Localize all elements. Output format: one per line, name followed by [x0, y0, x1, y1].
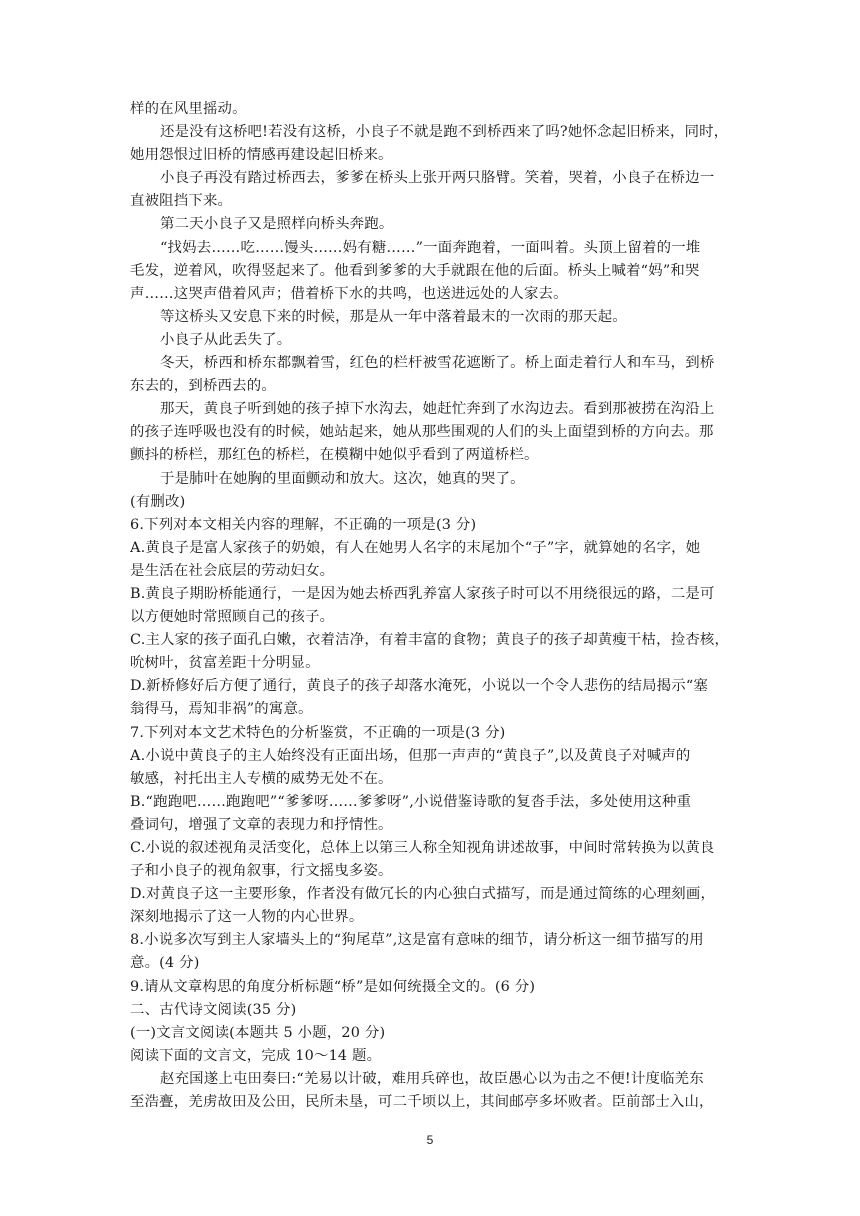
text-line: 赵充国遂上屯田奏曰:“羌易以计破，难用兵碎也，故臣愚心以为击之不便!计度临羌东: [160, 1070, 704, 1087]
page-number: 5: [426, 1133, 434, 1147]
text-line: B.“跑跑吧……跑跑吧”“爹爹呀……爹爹呀”,小说借鉴诗歌的复沓手法，多处使用这种重: [130, 793, 692, 810]
text-line: 以方便她时常照顾自己的孩子。: [130, 609, 335, 626]
document-page: [130, 98, 732, 1114]
text-line: D.新桥修好后方便了通行，黄良子的孩子却落水淹死，小说以一个令人悲伤的结局揭示“塞: [130, 678, 709, 695]
text-line: 子和小良子的视角叙事，行文摇曳多姿。: [130, 863, 393, 880]
text-line: 7.下列对本文艺术特色的分析鉴赏，不正确的一项是(3 分): [130, 724, 506, 741]
text-line: 毛发，逆着风，吹得竖起来了。他看到爹爹的大手就跟在他的后面。桥头上喊着“妈”和哭: [130, 262, 700, 279]
text-line: 是生活在社会底层的劳动妇女。: [130, 562, 335, 579]
text-line: B.黄良子期盼桥能通行，一是因为她去桥西乳养富人家孩子时可以不用绕很远的路，二是可: [130, 585, 715, 602]
text-line: 等这桥头又安息下来的时候，那是从一年中落着最末的一次雨的那天起。: [160, 308, 627, 325]
text-line: 吮树叶，贫富差距十分明显。: [130, 655, 320, 672]
text-line: 小良子从此丢失了。: [160, 331, 292, 348]
text-line: 翁得马，焉知非祸”的寓意。: [130, 701, 313, 718]
text-line: A.小说中黄良子的主人始终没有正面出场，但那一声声的“黄良子”,以及黄良子对喊声的: [130, 747, 691, 764]
text-line: 她用怨恨过旧桥的情感再建设起旧桥来。: [130, 147, 393, 164]
text-line: 6.下列对本文相关内容的理解，不正确的一项是(3 分): [130, 516, 477, 533]
text-line: 至浩亹，羌虏故田及公田，民所未垦，可二千顷以上，其间邮亭多坏败者。臣前部士入山，: [130, 1094, 714, 1111]
text-line: C.小说的叙述视角灵活变化，总体上以第三人称全知视角讲述故事，中间时常转换为以黄良: [130, 840, 715, 856]
text-line: 的孩子连呼吸也没有的时候，她站起来，她从那些围观的人们的头上面望到桥的方向去。那: [130, 424, 714, 441]
text-line: 叠词句，增强了文章的表现力和抒情性。: [130, 816, 393, 833]
text-line: 声……这哭声借着风声；借着桥下水的共鸣，也送进远处的人家去。: [130, 285, 568, 302]
text-line: “找妈去……吃……馒头……妈有糖……”一面奔跑着，一面叫着。头顶上留着的一堆: [160, 239, 701, 256]
text-line: 于是肺叶在她胸的里面颤动和放大。这次，她真的哭了。: [160, 470, 525, 487]
text-line: 冬天，桥西和桥东都飘着雪，红色的栏杆被雪花遮断了。桥上面走着行人和车马，到桥: [160, 355, 715, 372]
text-line: 颤抖的桥栏，那红色的桥栏，在模糊中她似乎看到了两道桥栏。: [130, 447, 539, 464]
text-line: 小良子再没有踏过桥西去，爹爹在桥头上张开两只胳臂。笑着，哭着，小良子在桥边一: [160, 170, 715, 187]
text-line: 意。(4 分): [130, 955, 200, 972]
text-line: D.对黄良子这一主要形象，作者没有做冗长的内心独白式描写，而是通过简练的心理刻画，: [130, 886, 716, 903]
text-line: 直被阻挡下来。: [130, 193, 233, 210]
text-line: A.黄良子是富人家孩子的奶娘，有人在她男人名字的末尾加个“子”字，就算她的名字，她: [130, 539, 701, 556]
text-line: 深刻地揭示了这一人物的内心世界。: [130, 909, 364, 926]
text-line: 敏感，衬托出主人专横的威势无处不在。: [130, 770, 393, 787]
text-line: (一)文言文阅读(本题共 5 小题，20 分): [130, 1024, 386, 1041]
text-line: 8.小说多次写到主人家墙头上的“狗尾草”,这是富有意味的细节，请分析这一细节描写的用: [130, 932, 704, 949]
text-line: 9.请从文章构思的角度分析标题“桥”是如何统摄全文的。(6 分): [130, 978, 536, 995]
text-line: C.主人家的孩子面孔白嫩，衣着洁净，有着丰富的食物；黄良子的孩子却黄瘦干枯，捡杏核，: [130, 632, 730, 649]
text-line: 东去的，到桥西去的。: [130, 378, 276, 395]
text-line: 第二天小良子又是照样向桥头奔跑。: [160, 216, 394, 233]
text-line: 阅读下面的文言文，完成 10～14 题。: [130, 1047, 382, 1064]
text-line: 二、古代诗文阅读(35 分): [130, 1001, 297, 1018]
text-line: 那天，黄良子听到她的孩子掉下水沟去，她赶忙奔到了水沟边去。看到那被捞在沟沿上: [160, 401, 715, 418]
text-line: (有删改): [130, 493, 186, 510]
text-line: 样的在风里摇动。: [130, 101, 247, 117]
text-line: 还是没有这桥吧!若没有这桥，小良子不就是跑不到桥西来了吗?她怀念起旧桥来，同时，: [160, 124, 729, 141]
